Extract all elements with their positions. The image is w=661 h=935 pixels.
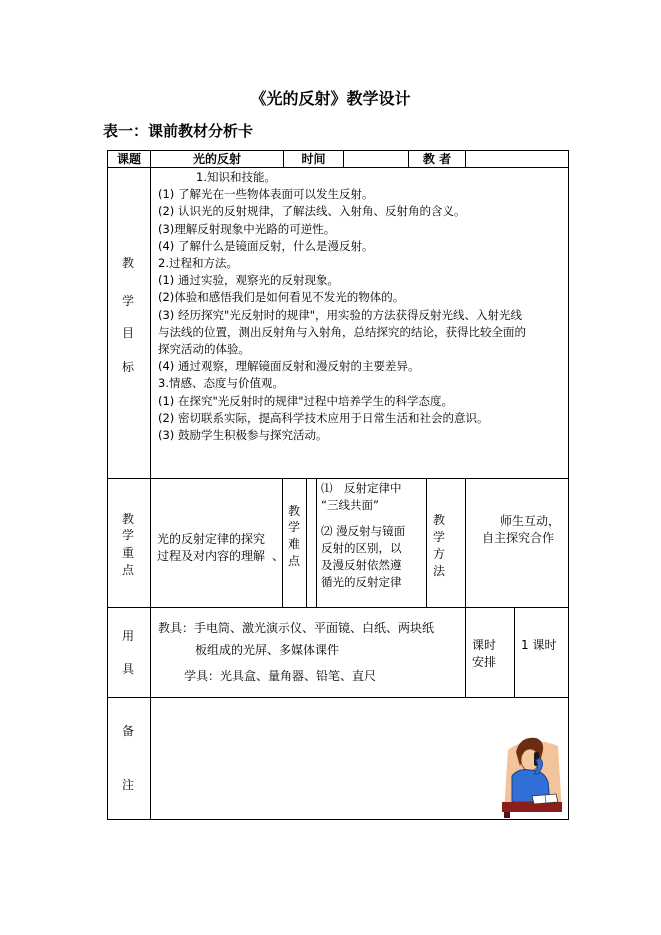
table-subtitle: 表一：课前教材分析卡 [103,122,254,140]
topic-label: 课题 [116,152,141,166]
teacher-tools: 教具：手电筒、激光演示仪、平面镜、白纸、两块纸 板组成的光屏、多媒体课件 [158,621,435,657]
list-item: (3)理解反射现象中光路的可逆性。 [158,221,336,236]
list-item: (1) 在探究"光反射时的规律"过程中培养学生的科学态度。 [158,393,454,408]
list-item: 与法线的位置，测出反射角与入射角，总结探究的结论，获得比较全面的 [158,324,526,339]
dot-mark: 、 [272,549,285,563]
difficult-item-2: ⑵ 漫反射与镜面 反射的区别，以 及漫反射依然遵 循光的反射定律 [321,524,406,589]
difficult-item-1: ⑴ 反射定律中 “三线共面” [321,481,402,512]
topic-value: 光的反射 [192,152,241,166]
list-item: 探究活动的体验。 [158,342,250,357]
list-item: 1.知识和技能。 [196,170,276,184]
list-item: (1) 了解光在一些物体表面可以发生反射。 [158,187,374,202]
list-item: (2) 密切联系实际，提高科学技术应用于日常生活和社会的意识。 [158,410,489,425]
period-label: 课时 安排 [472,638,497,669]
time-label: 时间 [301,152,326,166]
list-item: (2) 认识光的反射规律，了解法线、入射角、反射角的含义。 [158,204,466,219]
list-item: 2.过程和方法。 [158,256,238,271]
list-item: (3) 经历探究"光反射时的规律"，用实验的方法获得反射光线、入射光线 [158,307,523,322]
teacher-label: 教 者 [422,152,452,166]
period-value: 1 课时 [521,638,557,652]
method-value: 师生互动， 自主探究合作 [481,514,560,545]
list-item: (4) 了解什么是镜面反射，什么是漫反射。 [158,238,374,253]
student-tools: 学具：光具盒、量角器、铅笔、直尺 [184,669,377,683]
list-item: (4) 通过观察，理解镜面反射和漫反射的主要差异。 [158,359,420,374]
list-item: (2)体验和感悟我们是如何看见不发光的物体的。 [158,290,405,305]
key-points-value: 光的反射定律的探究 过程及对内容的理解 [157,532,266,563]
page-title: 《光的反射》教学设计 [250,89,411,108]
list-item: (1) 通过实验，观察光的反射现象。 [158,273,339,288]
list-item: (3) 鼓励学生积极参与探究活动。 [158,428,328,443]
teacher-illustration [498,730,566,818]
objectives-list [158,169,568,444]
difficult-points [321,480,425,591]
list-item: 3.情感、态度与价值观。 [158,376,284,391]
